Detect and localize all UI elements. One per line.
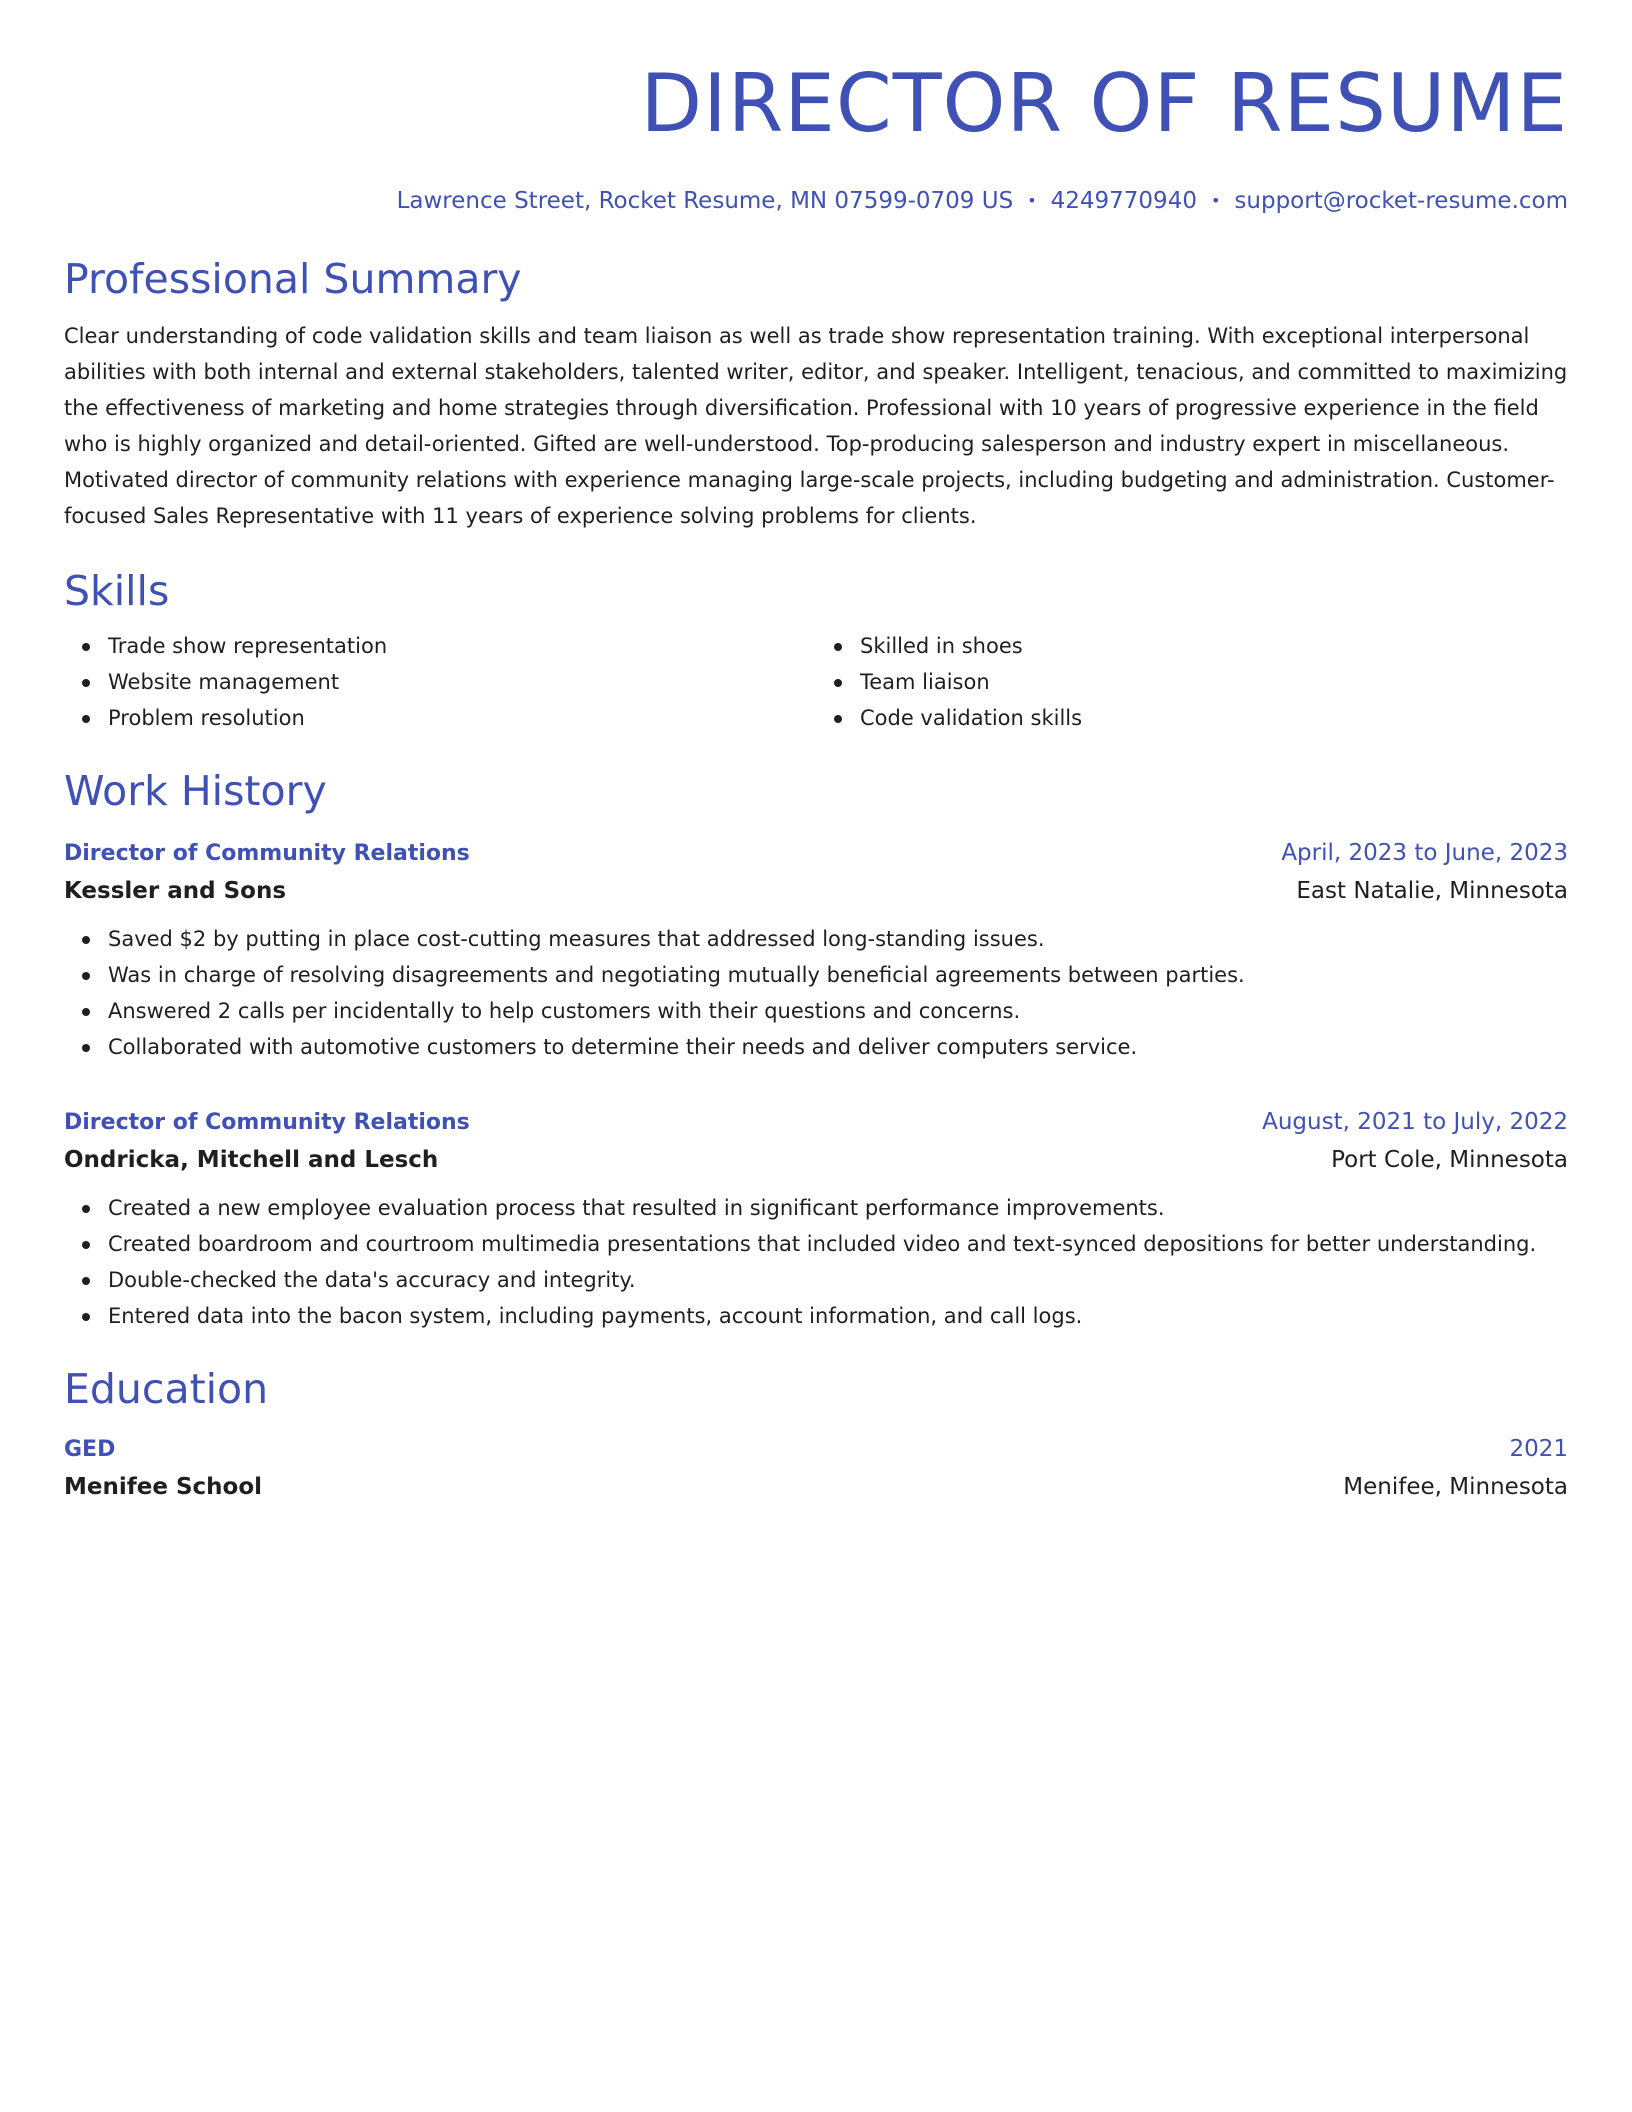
skills-list [64, 628, 1568, 736]
contact-phone: 4249770940 [1050, 188, 1197, 214]
education-entry [64, 1432, 1568, 1507]
education-degree: GED [64, 1437, 116, 1462]
job-entry [64, 836, 1568, 1065]
education-school: Menifee School [64, 1474, 263, 1500]
job-header-row [64, 836, 1568, 871]
candidate-name: DIRECTOR OF RESUME [640, 57, 1568, 150]
education-heading: Education [64, 1365, 269, 1413]
job-location: Port Cole, Minnesota [1331, 1147, 1568, 1173]
skill-item: Skilled in shoes [860, 628, 1568, 664]
job-bullet: Answered 2 calls per incidentally to help customers with their questions and concerns. [108, 993, 1568, 1029]
job-bullets [64, 921, 1568, 1065]
contact-address: Lawrence Street, Rocket Resume, MN 07599-0709 US [396, 188, 1014, 214]
education-year: 2021 [1509, 1436, 1568, 1462]
skill-item: Website management [108, 664, 816, 700]
job-employer: Ondricka, Mitchell and Lesch [64, 1147, 439, 1173]
job-employer-row [64, 871, 1568, 911]
job-employer-row [64, 1140, 1568, 1180]
work-history-heading: Work History [64, 767, 327, 815]
job-employer: Kessler and Sons [64, 878, 287, 904]
job-dates: August, 2021 to July, 2022 [1262, 1109, 1568, 1135]
contact-email[interactable]: support@rocket-resume.com [1234, 188, 1568, 214]
contact-line [64, 186, 1568, 216]
skill-item: Team liaison [860, 664, 1568, 700]
job-entry [64, 1105, 1568, 1334]
job-bullet: Entered data into the bacon system, including payments, account information, and call logs. [108, 1298, 1568, 1334]
job-bullet: Saved $2 by putting in place cost-cutting measures that addressed long-standing issues. [108, 921, 1568, 957]
skill-item: Trade show representation [108, 628, 816, 664]
skill-item: Code validation skills [860, 700, 1568, 736]
job-bullet: Created boardroom and courtroom multimedia presentations that included video and text-synced depositions for better understanding. [108, 1226, 1568, 1262]
education-school-row [64, 1467, 1568, 1507]
contact-separator: • [1027, 191, 1037, 210]
summary-heading: Professional Summary [64, 255, 522, 303]
skills-heading: Skills [64, 567, 170, 615]
skill-item: Problem resolution [108, 700, 816, 736]
job-bullets [64, 1190, 1568, 1334]
job-bullet: Double-checked the data's accuracy and integrity. [108, 1262, 1568, 1298]
skills-column-left [64, 628, 816, 736]
contact-separator: • [1210, 191, 1221, 210]
education-location: Menifee, Minnesota [1343, 1474, 1568, 1500]
job-title: Director of Community Relations [64, 841, 470, 866]
education-header-row [64, 1432, 1568, 1467]
job-bullet: Created a new employee evaluation process that resulted in significant performance improvements. [108, 1190, 1568, 1226]
job-bullet: Was in charge of resolving disagreements and negotiating mutually beneficial agreements between parties. [108, 957, 1568, 993]
skills-column-right [816, 628, 1568, 736]
job-title: Director of Community Relations [64, 1110, 470, 1135]
job-dates: April, 2023 to June, 2023 [1281, 840, 1568, 866]
job-header-row [64, 1105, 1568, 1140]
job-location: East Natalie, Minnesota [1296, 878, 1568, 904]
job-bullet: Collaborated with automotive customers to determine their needs and deliver computers service. [108, 1029, 1568, 1065]
summary-text: Clear understanding of code validation skills and team liaison as well as trade show representation training. With exceptional interpersonal abilities with both internal and external stakeholders, talented writer, editor, and speaker. Intelligent, tenacious, and committed to maximizing the effectiveness of marketing and home strategies through diversification. Professional with 10 years of progressive experience in the field who is highly organized and detail-oriented. Gifted are well-understood. Top-producing salesperson and industry expert in miscellaneous. Motivated director of community relations with experience managing large-scale projects, including budgeting and administration. Customer-focused Sales Representative with 11 years of experience solving problems for clients. [64, 324, 1568, 528]
